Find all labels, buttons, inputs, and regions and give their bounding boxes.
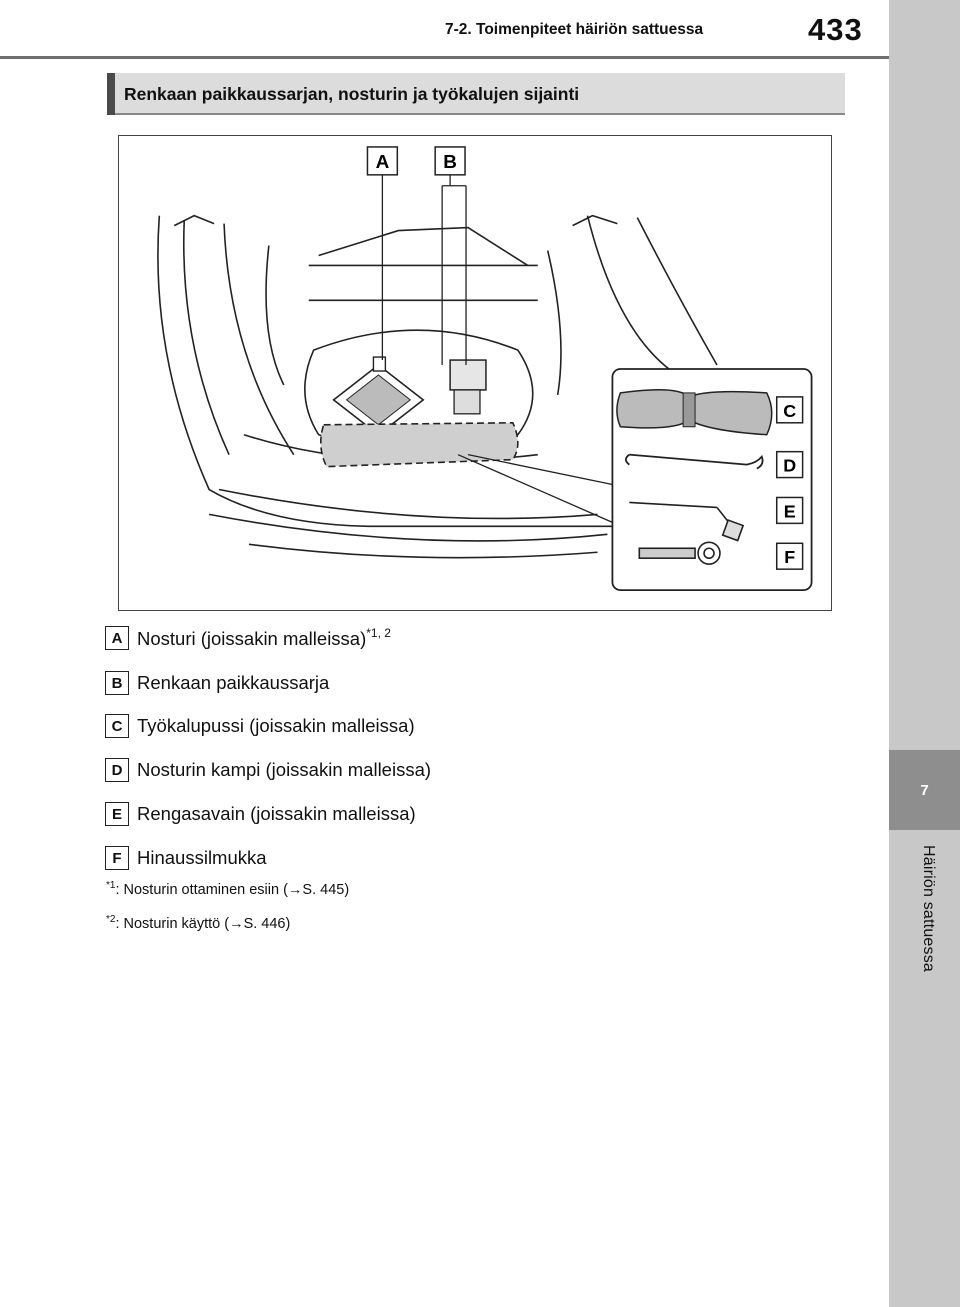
legend-text-e: Rengasavain (joissakin malleissa) [137, 803, 416, 824]
legend-item-d [105, 757, 431, 783]
footnote-1-mark: *1 [106, 880, 116, 891]
heading-title: Renkaan paikkaussarjan, nosturin ja työkalujen sijainti [124, 84, 580, 104]
trunk-diagram [119, 136, 831, 610]
legend-text-a: Nosturi (joissakin malleissa)$^{*1, 2}$ [137, 626, 391, 649]
footnote-2-link[interactable]: S. 446) [243, 916, 291, 932]
legend-badge-c: C [105, 714, 129, 738]
tool-tray-dashed [321, 423, 518, 467]
trunk-illustration [118, 135, 832, 611]
legend-badge-f: F [105, 846, 129, 870]
legend-badge-e: E [105, 802, 129, 826]
callout-text-a: A [375, 151, 390, 173]
legend-badge-a: A [105, 626, 129, 650]
callout-label-e [777, 497, 803, 523]
legend-text-d: Nosturin kampi (joissakin malleissa) [137, 759, 432, 780]
header-divider [0, 56, 889, 59]
legend-item-a [105, 625, 391, 651]
chapter-title: Häiriön sattuessa [920, 845, 937, 973]
legend-item-b [105, 670, 329, 696]
repair-kit-shape [450, 360, 486, 414]
jack-shape [334, 357, 424, 435]
footnote-2: $^{*2}$: Nosturin käyttö (→S. 446) [106, 914, 291, 932]
legend-text-b: Renkaan paikkaussarja [137, 672, 330, 693]
legend-text-c: Työkalupussi (joissakin malleissa) [137, 715, 415, 736]
callout-label-f [777, 543, 803, 569]
legend-text-f: Hinaussilmukka [137, 847, 267, 868]
arrow-icon: → [229, 916, 244, 932]
callout-label-d [777, 452, 803, 478]
legend-footnote-ref-a: *1, 2 [366, 626, 391, 640]
legend-badge-b: B [105, 671, 129, 695]
side-strip [889, 0, 960, 1307]
callout-text-d: D [783, 455, 797, 476]
legend-item-e [105, 801, 416, 827]
page-number: 433 [808, 12, 863, 47]
heading-accent [107, 73, 115, 115]
callout-text-e: E [783, 501, 796, 522]
legend-item-f [105, 845, 267, 871]
callout-text-b: B [443, 151, 457, 173]
callout-label-c [777, 397, 803, 423]
callout-label-b [435, 147, 465, 175]
footnote-1: $^{*1}$: Nosturin ottaminen esiin (→S. 445) [106, 880, 350, 898]
chapter-number-tab[interactable]: 7 [889, 750, 960, 830]
callout-label-a [367, 147, 397, 175]
legend-item-c [105, 713, 415, 739]
footnote-2-mark: *2 [106, 914, 116, 925]
callout-text-c: C [783, 400, 797, 421]
footnote-1-link[interactable]: S. 445) [302, 882, 350, 898]
section-title: 7-2. Toimenpiteet häiriön sattuessa [445, 21, 704, 38]
legend-badge-d: D [105, 758, 129, 782]
callout-text-f: F [784, 547, 796, 568]
arrow-icon: → [287, 882, 303, 898]
